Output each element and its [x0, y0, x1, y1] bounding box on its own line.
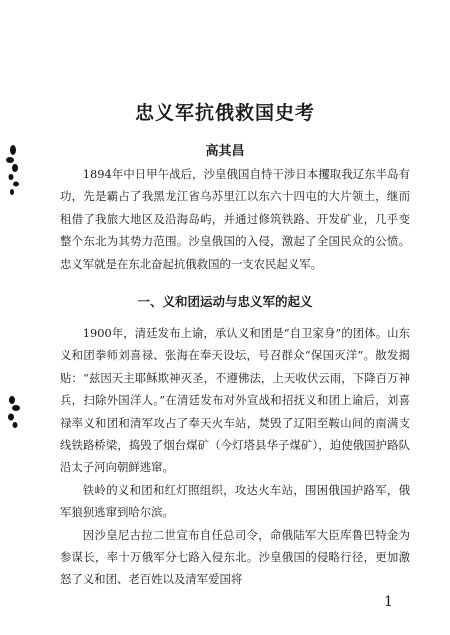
intro-block [60, 163, 410, 275]
section-body [60, 322, 410, 591]
paragraph: 铁岭的义和团和红灯照组织，攻达火车站，围困俄国护路军，俄军狼狈逃窜到哈尔滨。 [60, 482, 410, 520]
intro-paragraph: 1894年中日甲午战后，沙皇俄国自恃干涉日本攫取我辽东半岛有功，先是霸占了我黑龙江省乌苏里江以东六十四屯的大片领土，继而租借了我旅大地区及沿海岛屿，并通过修筑铁路、开发矿业，几乎变整个东北为其势力范围。沙皇俄国的入侵，激起了全国民众的公愤。忠义军就是在东北奋起抗俄救国的一支农民起义军。 [60, 167, 410, 271]
section-heading: 一、义和团运动与忠义军的起义 [137, 294, 313, 309]
author-name: 高其昌 [205, 144, 245, 159]
paragraph: 因沙皇尼古拉二世宣布自任总司令，命俄陆军大臣库鲁巴特金为参谋长，率十万俄军分七路入侵东北。沙皇俄国的侵略行径，更加激怒了义和团、老百姓以及清军爱国将 [60, 527, 410, 587]
binding-marks [0, 0, 40, 635]
paragraph: 1900年，清廷发布上谕，承认义和团是“自卫家身”的团体。山东义和团拳师刘喜禄、张海在奉天设坛，号召群众“保国灭洋”。散发揭贴：“兹因天主耶稣欺神灭圣，不遵佛法，上天收伏云雨，下降百万神兵，扫除外国洋人。”在清廷发布对外宣战和招抚义和团上谕后，刘喜禄率义和团和清军攻占了奉天火车站，焚毁了辽阳至鞍山间的南满支线铁路桥梁，捣毁了烟台煤矿（今灯塔县华子煤矿），迫使俄国护路队沿太子河向朝鲜逃窜。 [60, 326, 410, 475]
binding-mark-bottom [8, 396, 20, 428]
article-title: 忠义军抗俄救国史考 [134, 102, 315, 124]
page-number: 1 [384, 594, 393, 610]
